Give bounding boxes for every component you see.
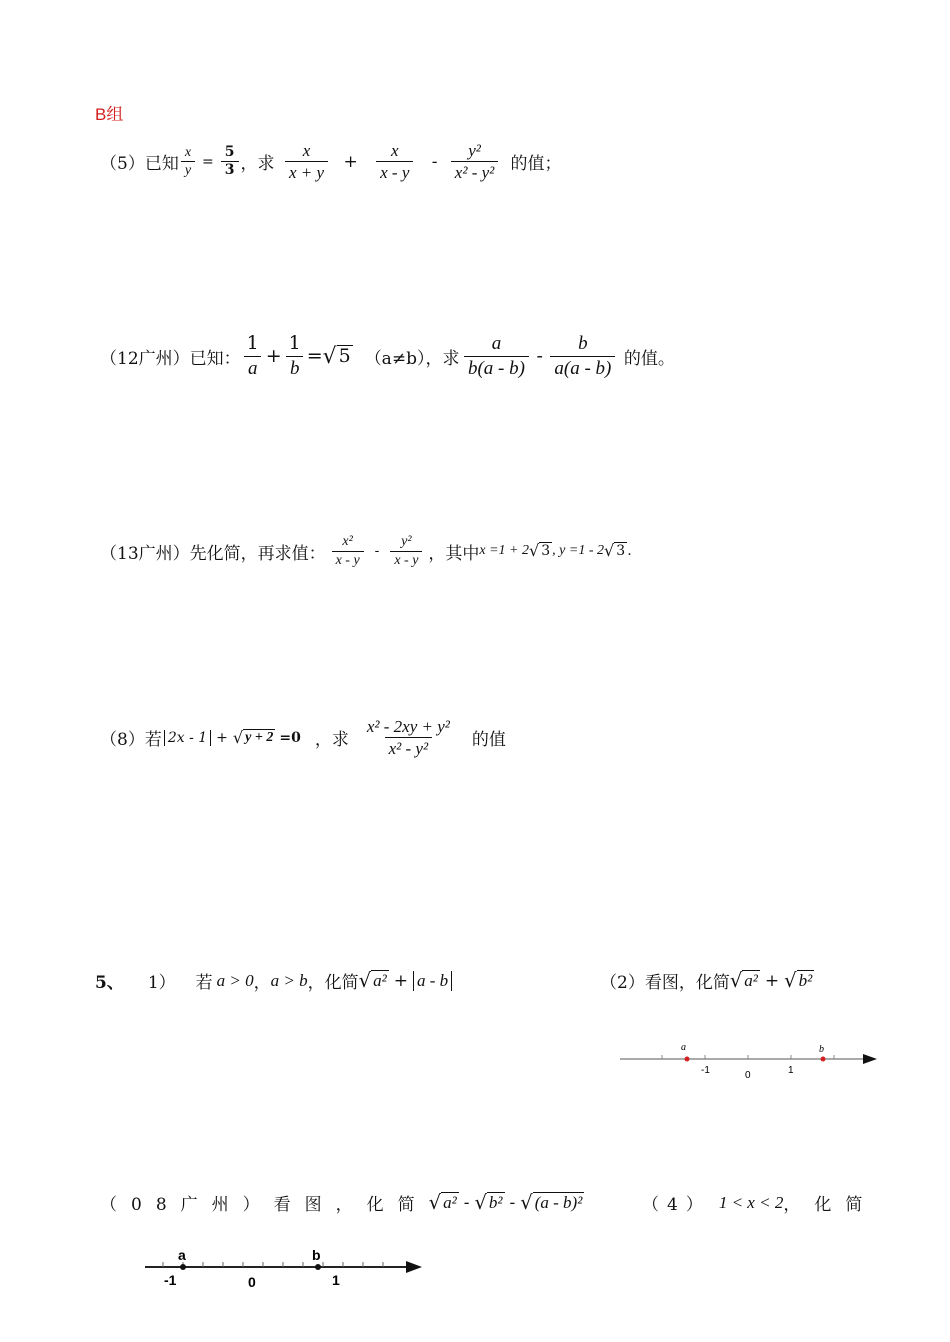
radical-icon: √ xyxy=(428,1191,442,1215)
main-fraction: $\frac{\text{x² - 2xy + y²}}{\text{x² - y²}}$ xyxy=(366,717,450,759)
term-y2-fraction: $\frac{\text{y²}}{x - y}$ xyxy=(386,533,426,569)
radical-icon: √ xyxy=(474,1191,487,1215)
sqrt-a-minus-b-squared: √ (a - b)² xyxy=(520,1191,583,1215)
radical-icon: √ xyxy=(784,969,797,993)
sqrt-3-second: √ 3 xyxy=(604,541,626,561)
sqrt-a-squared: √ a² xyxy=(729,969,758,993)
point-b xyxy=(821,1057,826,1062)
tick-label-0: 0 xyxy=(248,1274,256,1290)
minus-sign: - xyxy=(536,345,543,368)
arrow-icon xyxy=(406,1261,422,1273)
problem-12-tail: 的值。 xyxy=(623,348,675,369)
problem-5-label: （5） xyxy=(100,154,145,175)
problem-12 xyxy=(100,332,675,381)
term-a-fraction: $\frac{a}{b(a - b)}$ xyxy=(461,332,531,381)
sqrt-a-squared: √ a² xyxy=(358,969,387,993)
problem-8-tail: 的值 xyxy=(471,730,506,751)
problem-8 xyxy=(100,716,506,760)
label-a: a xyxy=(178,1247,186,1263)
period: . xyxy=(627,543,632,559)
tick-label-1: 1 xyxy=(332,1272,340,1288)
label-b: b xyxy=(312,1247,321,1263)
problem-5-known: 已知 xyxy=(144,154,179,175)
problem-13 xyxy=(100,533,632,569)
problem-13-label: （13广州）先化简，再求值： xyxy=(100,543,326,564)
minus-sign: - xyxy=(374,543,380,559)
point-a xyxy=(180,1264,186,1270)
number-line-1 xyxy=(615,1035,885,1085)
label-a: a xyxy=(681,1042,686,1053)
term-2-fraction: $\frac{x}{x - y}$ xyxy=(365,140,425,184)
problem-5b2 xyxy=(600,968,814,993)
term-3-fraction: $\frac{\text{y²}}{\text{x² - y²}}$ xyxy=(445,140,505,184)
simplify-word: ，化简 xyxy=(307,973,359,993)
minus-sign-1: - xyxy=(463,1192,470,1213)
problem-5-ask: ，求 xyxy=(240,154,275,175)
minus-sign: - xyxy=(431,151,438,172)
radical-icon: √ xyxy=(358,969,372,993)
inequality: 1 < x < 2 xyxy=(718,1192,784,1212)
radical-icon: √ xyxy=(322,343,337,369)
problem-4 xyxy=(642,1190,876,1215)
term-1-fraction: $\frac{x}{x + y}$ xyxy=(277,140,337,184)
problem-13-where: ，其中 xyxy=(428,543,480,564)
sub-label-1: 1） xyxy=(147,973,176,993)
equals-sign: = xyxy=(306,345,323,368)
radical-icon: √ xyxy=(520,1191,533,1215)
sqrt-3-first: √ 3 xyxy=(528,541,551,561)
abs-a-minus-b: a - b xyxy=(413,971,452,991)
plus-sign: + xyxy=(393,970,408,991)
given-fraction-rhs: $\frac{5}{3}$ xyxy=(221,144,239,180)
problem-12-condition: （a≠b），求 xyxy=(364,348,460,369)
number-line-2 xyxy=(140,1245,430,1295)
group-title: B组 xyxy=(95,105,124,124)
sqrt-y-plus-2: √ y + 2 xyxy=(232,728,274,748)
condition-a-positive: a > 0 xyxy=(216,970,254,990)
if-word: 若 xyxy=(195,973,213,993)
term-x2-fraction: $\frac{\text{x²}}{x - y}$ xyxy=(328,533,368,569)
problem-4-label: （4） xyxy=(642,1195,711,1215)
plus-sign: + xyxy=(764,970,780,991)
given-fraction-lhs: $\frac{x}{y}$ xyxy=(181,144,195,180)
equals-sign: = xyxy=(202,153,214,170)
one-over-a: $\frac{1}{a}$ xyxy=(243,332,263,381)
sqrt-5: √ 5 xyxy=(322,343,351,369)
equals-zero: =0 xyxy=(279,729,301,746)
minus-sign-2: - xyxy=(509,1192,516,1213)
tick-label-minus-1: -1 xyxy=(164,1272,177,1288)
radical-icon: √ xyxy=(604,541,615,561)
radical-icon: √ xyxy=(232,728,244,748)
radical-icon: √ xyxy=(729,969,743,993)
problem-5-tail: 的值； xyxy=(510,154,562,175)
problem-08 xyxy=(100,1190,584,1215)
tick-label-minus-1: -1 xyxy=(701,1065,710,1076)
point-a xyxy=(685,1057,690,1062)
term-b-fraction: $\frac{b}{a(a - b)}$ xyxy=(548,332,618,381)
problem-08-label: （08广州）看图，化简 xyxy=(100,1195,429,1215)
plus-sign: + xyxy=(265,345,282,368)
problem-4-tail: ，化简 xyxy=(783,1195,877,1215)
abs-expression: 2x - 1 xyxy=(164,730,211,746)
tick-label-0: 0 xyxy=(745,1070,751,1081)
one-over-b: $\frac{1}{b}$ xyxy=(285,332,305,381)
sqrt-b-squared: √ b² xyxy=(784,969,813,993)
sqrt-b-squared: √ b² xyxy=(474,1191,503,1215)
y-value: , y =1 - 2 xyxy=(552,543,604,558)
problem-8-label: （8）若 xyxy=(100,730,162,751)
problem-5 xyxy=(100,140,562,184)
plus-sign: + xyxy=(343,151,358,172)
problem-number: 5、 xyxy=(95,973,124,993)
arrow-icon xyxy=(863,1054,877,1064)
comma: ， xyxy=(253,973,271,993)
problem-5b2-label: （2）看图，化简 xyxy=(600,973,730,993)
radical-icon: √ xyxy=(528,541,540,561)
condition-a-greater-b: a > b xyxy=(270,970,308,990)
sqrt-a-squared: √ a² xyxy=(428,1191,457,1215)
plus-sign: + xyxy=(216,729,228,746)
label-b: b xyxy=(819,1044,824,1055)
problem-5b xyxy=(95,968,452,993)
x-value: x =1 + 2 xyxy=(479,543,529,558)
problem-8-ask: ，求 xyxy=(314,730,349,751)
tick-label-1: 1 xyxy=(788,1065,794,1076)
problem-12-label: （12广州）已知： xyxy=(100,348,241,369)
point-b xyxy=(315,1264,321,1270)
